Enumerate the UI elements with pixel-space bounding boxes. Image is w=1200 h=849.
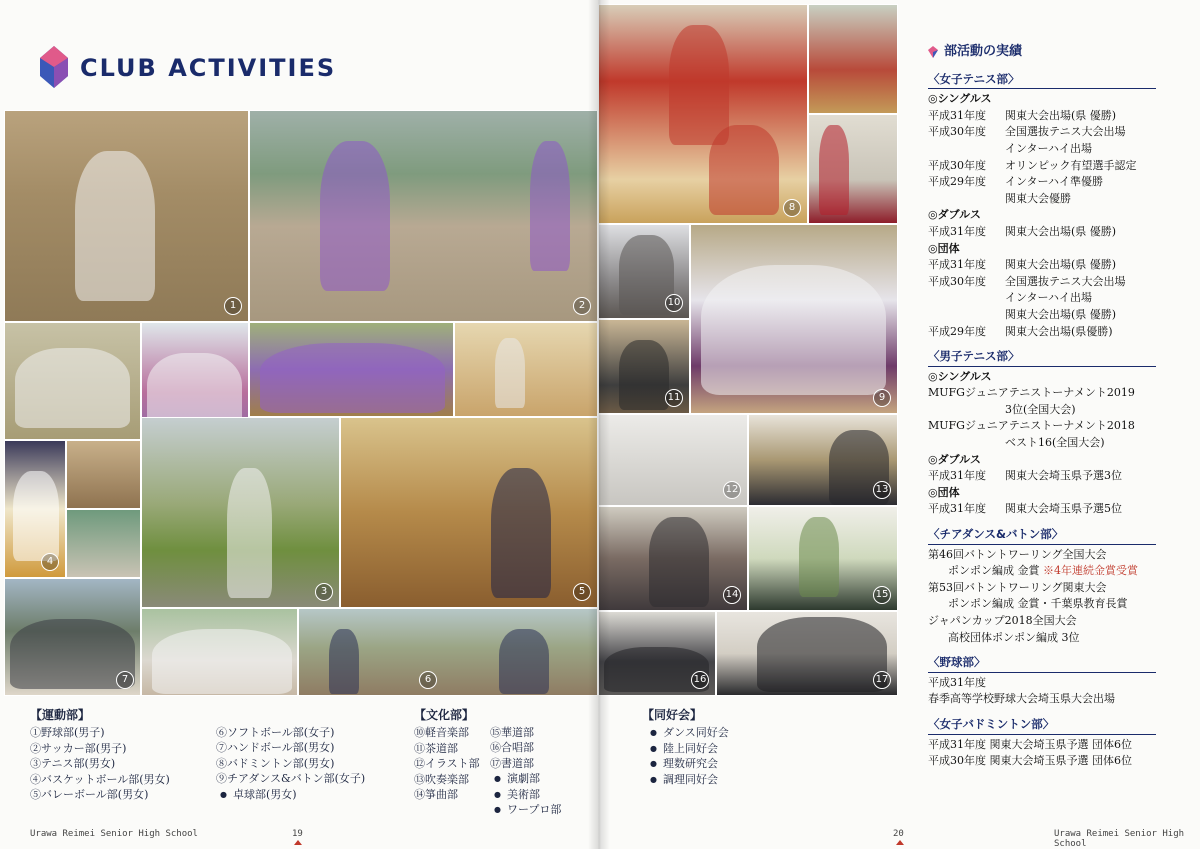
- legend-item: ⑬吹奏楽部: [414, 772, 469, 786]
- legend-item: ● ダンス同好会: [642, 725, 729, 740]
- results-title-text: 部活動の実績: [944, 44, 1023, 59]
- legend-item: ⑤バレーボール部(男女): [30, 788, 149, 802]
- result-line: ジャパンカップ2018全国大会: [928, 614, 1077, 627]
- legend-item: ● 演劇部: [490, 771, 561, 786]
- legend-item: ⑧バドミントン部(男女): [216, 756, 335, 770]
- legend-item: ● 理数研究会: [642, 756, 729, 771]
- photo-chorus: [598, 611, 716, 696]
- result-line: MUFGジュニアテニストーナメント2018: [928, 419, 1135, 433]
- result-row: 平成29年度 関東大会出場(県優勝): [928, 324, 1113, 338]
- photo-number: 5: [573, 583, 591, 601]
- photo-handball-group: [4, 578, 141, 696]
- photo-softball: [298, 608, 598, 696]
- photo-cheer-dance: [690, 224, 898, 414]
- photo-gym: [454, 322, 598, 417]
- section-baseball: 〈野球部〉: [928, 654, 1156, 673]
- spine-shadow: [588, 0, 610, 849]
- legend-item: ● 調理同好会: [642, 772, 729, 787]
- photo-number: 14: [723, 586, 741, 604]
- page-left: [0, 0, 598, 849]
- subheading-singles: ◎シングルス: [928, 369, 992, 383]
- page-marker-left: [294, 840, 302, 845]
- subheading-team: ◎団体: [928, 485, 960, 499]
- result-row: 平成30年度 全国選抜テニス大会出場: [928, 274, 1126, 288]
- footer-school-left: Urawa Reimei Senior High School: [30, 829, 198, 839]
- results-title: [928, 44, 1156, 61]
- photo-number: 16: [691, 671, 709, 689]
- result-row: インターハイ出場: [1005, 141, 1093, 155]
- result-line: 第53回バトントワーリング関東大会: [928, 580, 1107, 594]
- gem-icon: [928, 46, 938, 58]
- result-line: 3位(全国大会): [1005, 402, 1076, 416]
- photo-number: 11: [665, 389, 683, 407]
- photo-badminton: [598, 4, 808, 224]
- photo-number: 3: [315, 583, 333, 601]
- photo-volleyball: [340, 417, 598, 608]
- photo-baseball-team: [4, 322, 141, 440]
- result-row: 平成31年度 関東大会埼玉県予選5位: [928, 502, 1122, 516]
- subheading-doubles: ◎ダブルス: [928, 452, 981, 466]
- page-number-left: 19: [292, 829, 303, 839]
- legend-item: ⑥ソフトボール部(女子): [216, 726, 335, 739]
- result-line: 高校団体ポンポン編成 3位: [948, 630, 1080, 644]
- legend-item: ②サッカー部(男子): [30, 741, 127, 755]
- subheading-singles: ◎シングルス: [928, 92, 992, 106]
- subheading-doubles: ◎ダブルス: [928, 208, 981, 222]
- photo-handball-team: [249, 322, 454, 417]
- photo-basketball-court: [66, 509, 141, 578]
- page-number-right: 20: [893, 829, 904, 839]
- photo-flower-arrangement: [748, 506, 898, 611]
- legend-item: ⑫イラスト部: [414, 757, 480, 771]
- gem-icon: [40, 46, 68, 88]
- result-row: 関東大会出場(県 優勝): [1005, 307, 1117, 321]
- result-line: ポンポン編成 金賞 ※4年連続金賞受賞: [948, 564, 1138, 578]
- photo-number: 10: [665, 294, 683, 312]
- photo-number: 13: [873, 481, 891, 499]
- legend-item: ● 卓球部(男女): [216, 787, 365, 802]
- results-column: [928, 44, 1156, 770]
- legend-item: ⑩軽音楽部: [414, 726, 469, 740]
- legend-item: ⑭箏曲部: [414, 788, 458, 802]
- photo-badminton-player: [808, 114, 898, 224]
- legend-clubs: [642, 708, 729, 787]
- section-womens-tennis: 〈女子テニス部〉: [928, 71, 1156, 90]
- result-row: 平成29年度 インターハイ準優勝: [928, 175, 1104, 189]
- legend-item: ● ワープロ部: [490, 802, 561, 817]
- photo-number: 4: [41, 553, 59, 571]
- photo-number: 1: [224, 297, 242, 315]
- photo-number: 17: [873, 671, 891, 689]
- result-line: MUFGジュニアテニストーナメント2019: [928, 386, 1135, 400]
- photo-number: 7: [116, 671, 134, 689]
- legend-item: ⑮華道部: [490, 726, 534, 739]
- legend-item: ⑰書道部: [490, 756, 534, 770]
- photo-basketball-game: [66, 440, 141, 509]
- result-line: 平成31年度 関東大会埼玉県予選 団体6位: [928, 737, 1132, 751]
- photo-light-music: [598, 224, 690, 319]
- legend-item: ①野球部(男子): [30, 726, 105, 740]
- photo-badminton-team: [808, 4, 898, 114]
- result-row: インターハイ出場: [1005, 291, 1093, 305]
- photo-number: 15: [873, 586, 891, 604]
- section-cheer: 〈チアダンス&バトン部〉: [928, 526, 1156, 545]
- legend-item: ④バスケットボール部(男女): [30, 772, 170, 786]
- page-marker-right: [896, 840, 904, 845]
- legend-clubs-heading: 【同好会】: [642, 708, 703, 722]
- highlight-note: ※4年連続金賞受賞: [1043, 564, 1138, 578]
- result-row: 平成30年度 オリンピック有望選手認定: [928, 158, 1137, 172]
- photo-basketball-player: [4, 440, 66, 578]
- result-line: 平成30年度 関東大会埼玉県予選 団体6位: [928, 754, 1132, 768]
- photo-soccer: [249, 110, 598, 322]
- result-row: 関東大会優勝: [1005, 191, 1071, 205]
- legend-culture-col2: [490, 725, 561, 817]
- photo-number: 9: [873, 389, 891, 407]
- legend-sports: [30, 708, 170, 802]
- photo-number: 8: [783, 199, 801, 217]
- legend-culture-heading: 【文化部】: [414, 708, 475, 722]
- result-row: 平成31年度 関東大会出場(県 優勝): [928, 108, 1117, 122]
- legend-item: ⑪茶道部: [414, 741, 458, 755]
- legend-item: ● 美術部: [490, 787, 561, 802]
- photo-calligraphy: [716, 611, 898, 696]
- photo-koto: [598, 506, 748, 611]
- result-line: 春季高等学校野球大会埼玉県大会出場: [928, 692, 1115, 706]
- result-row: 平成30年度 全国選抜テニス大会出場: [928, 125, 1126, 139]
- legend-item: ⑦ハンドボール部(男女): [216, 741, 335, 755]
- legend-item: ● 陸上同好会: [642, 741, 729, 756]
- legend-item: ⑯合唱部: [490, 741, 534, 755]
- result-row: 平成31年度 関東大会出場(県 優勝): [928, 224, 1117, 238]
- legend-culture: [414, 708, 480, 802]
- section-badminton: 〈女子バドミントン部〉: [928, 716, 1156, 735]
- photo-softball-award: [141, 608, 298, 696]
- legend-sports-col2: [216, 725, 365, 802]
- legend-sports-heading: 【運動部】: [30, 708, 91, 722]
- photo-illustration: [598, 414, 748, 506]
- photo-baseball: [4, 110, 249, 322]
- result-line: ポンポン編成 金賞・千葉県教育長賞: [948, 597, 1128, 611]
- legend-item: ⑨チアダンス&バトン部(女子): [216, 772, 366, 786]
- result-line: ベスト16(全国大会): [1005, 436, 1105, 450]
- page-title: CLUB ACTIVITIES: [80, 54, 337, 82]
- result-line: 平成31年度: [928, 675, 986, 689]
- section-mens-tennis: 〈男子テニス部〉: [928, 348, 1156, 367]
- footer-school-right: Urawa Reimei Senior High School: [1054, 829, 1185, 849]
- photo-number: 6: [419, 671, 437, 689]
- legend-item: ③テニス部(男女): [30, 757, 116, 771]
- photo-tea-ceremony: [598, 319, 690, 414]
- result-line: 第46回バトントワーリング全国大会: [928, 547, 1107, 561]
- photo-brass-band: [748, 414, 898, 506]
- subheading-team: ◎団体: [928, 241, 960, 255]
- result-row: 平成31年度 関東大会埼玉県予選3位: [928, 469, 1122, 483]
- photo-number: 2: [573, 297, 591, 315]
- photo-number: 12: [723, 481, 741, 499]
- result-row: 平成31年度 関東大会出場(県 優勝): [928, 258, 1117, 272]
- photo-tennis: [141, 417, 340, 608]
